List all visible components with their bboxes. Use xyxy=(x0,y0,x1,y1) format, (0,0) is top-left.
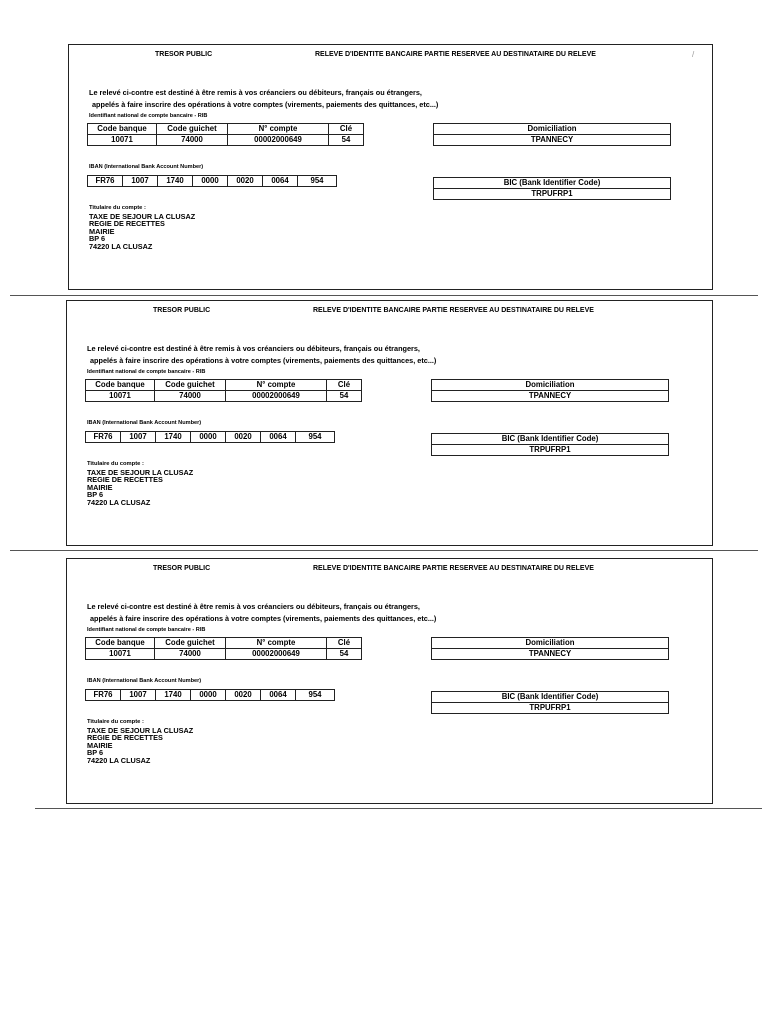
account-holder xyxy=(87,719,193,765)
rib-header-row xyxy=(86,638,362,649)
rib-value-row xyxy=(86,649,362,660)
iban-cell: FR76 xyxy=(86,690,121,701)
iban-table xyxy=(87,175,337,187)
holder-line: 74220 LA CLUSAZ xyxy=(87,755,151,765)
rib-value-cell: 54 xyxy=(327,391,362,402)
iban-cell: 1007 xyxy=(121,432,156,443)
domiciliation-box xyxy=(433,123,671,146)
holder-line: BP 6 xyxy=(87,490,104,500)
holder-line: BP 6 xyxy=(87,748,104,758)
iban-cell: FR76 xyxy=(86,432,121,443)
header-left: TRESOR PUBLIC xyxy=(153,307,211,314)
rib-value-cell: 74000 xyxy=(157,135,228,146)
rib-value-row xyxy=(86,391,362,402)
rib-header-row xyxy=(86,380,362,391)
cut-line xyxy=(10,550,758,551)
iban-cell: 1007 xyxy=(123,176,158,187)
iban-cell: 0020 xyxy=(228,176,263,187)
bic-box xyxy=(433,177,671,200)
iban-table xyxy=(85,689,335,701)
rib-caption: Identifiant national de compte bancaire - RIB xyxy=(89,113,208,119)
bic-value: TRPUFRP1 xyxy=(434,189,671,200)
iban-cell: 0020 xyxy=(226,432,261,443)
domiciliation-value: TPANNECY xyxy=(432,649,669,660)
rib-header-cell: N° compte xyxy=(226,638,327,649)
account-holder xyxy=(89,205,195,251)
rib-header-row xyxy=(88,124,364,135)
rib-value-cell: 54 xyxy=(327,649,362,660)
intro-line: Le relevé ci-contre est destiné à être remis à vos créanciers ou débiteurs, français ou étrangers, xyxy=(87,602,420,611)
rib-value-cell: 10071 xyxy=(86,391,155,402)
domiciliation-value: TPANNECY xyxy=(434,135,671,146)
rib-slip xyxy=(66,300,713,546)
intro-line: appelés à faire inscrire des opérations à votre comptes (virements, paiements des quittances, etc...) xyxy=(90,356,437,365)
iban-cell: 954 xyxy=(296,432,335,443)
iban-caption: IBAN (International Bank Account Number) xyxy=(89,164,204,170)
rib-header-cell: N° compte xyxy=(226,380,327,391)
iban-cell: 0000 xyxy=(191,690,226,701)
rib-caption: Identifiant national de compte bancaire - RIB xyxy=(87,627,206,633)
cut-line xyxy=(35,808,762,809)
bic-label: BIC (Bank Identifier Code) xyxy=(432,692,669,703)
iban-row xyxy=(86,432,335,443)
iban-cell: 954 xyxy=(296,690,335,701)
bic-label: BIC (Bank Identifier Code) xyxy=(432,434,669,445)
iban-cell: 1740 xyxy=(156,432,191,443)
iban-cell: 0000 xyxy=(193,176,228,187)
cut-line xyxy=(10,295,758,296)
rib-value-cell: 00002000649 xyxy=(228,135,329,146)
rib-header-cell: Code banque xyxy=(86,380,155,391)
domiciliation-value: TPANNECY xyxy=(432,391,669,402)
header-left: TRESOR PUBLIC xyxy=(155,51,213,58)
domiciliation-label: Domiciliation xyxy=(432,638,669,649)
holder-line: 74220 LA CLUSAZ xyxy=(87,497,151,507)
iban-cell: 1007 xyxy=(121,690,156,701)
rib-header-cell: Code guichet xyxy=(155,380,226,391)
rib-slip xyxy=(66,558,713,804)
iban-row xyxy=(88,176,337,187)
holder-line: TAXE DE SEJOUR LA CLUSAZ xyxy=(87,725,194,735)
iban-cell: 0064 xyxy=(261,690,296,701)
rib-table xyxy=(85,637,362,660)
holder-line: REGIE DE RECETTES xyxy=(89,219,165,229)
rib-header-cell: Code guichet xyxy=(155,638,226,649)
iban-cell: 0020 xyxy=(226,690,261,701)
iban-caption: IBAN (International Bank Account Number) xyxy=(87,420,202,426)
rib-value-cell: 74000 xyxy=(155,391,226,402)
holder-line: MAIRIE xyxy=(89,226,115,236)
rib-value-cell: 54 xyxy=(329,135,364,146)
iban-table xyxy=(85,431,335,443)
header-right: RELEVE D'IDENTITE BANCAIRE PARTIE RESERVEE AU DESTINATAIRE DU RELEVE xyxy=(313,307,594,314)
holder-line: TAXE DE SEJOUR LA CLUSAZ xyxy=(89,211,196,221)
intro-text xyxy=(87,343,436,367)
domiciliation-box xyxy=(431,379,669,402)
rib-slip xyxy=(68,44,713,290)
rib-value-cell: 10071 xyxy=(86,649,155,660)
iban-cell: 0000 xyxy=(191,432,226,443)
bic-box xyxy=(431,691,669,714)
intro-text xyxy=(89,87,438,111)
iban-row xyxy=(86,690,335,701)
holder-caption: Titulaire du compte : xyxy=(87,461,144,467)
holder-line: MAIRIE xyxy=(87,740,113,750)
iban-cell: 0064 xyxy=(261,432,296,443)
holder-line: TAXE DE SEJOUR LA CLUSAZ xyxy=(87,467,194,477)
iban-cell: 954 xyxy=(298,176,337,187)
holder-line: REGIE DE RECETTES xyxy=(87,475,163,485)
holder-caption: Titulaire du compte : xyxy=(89,205,146,211)
rib-value-cell: 10071 xyxy=(88,135,157,146)
header-right: RELEVE D'IDENTITE BANCAIRE PARTIE RESERVEE AU DESTINATAIRE DU RELEVE xyxy=(313,565,594,572)
intro-line: Le relevé ci-contre est destiné à être remis à vos créanciers ou débiteurs, français ou étrangers, xyxy=(87,344,420,353)
rib-table xyxy=(87,123,364,146)
rib-value-row xyxy=(88,135,364,146)
domiciliation-box xyxy=(431,637,669,660)
iban-cell: 1740 xyxy=(156,690,191,701)
domiciliation-label: Domiciliation xyxy=(432,380,669,391)
holder-line: REGIE DE RECETTES xyxy=(87,733,163,743)
rib-header-cell: Code guichet xyxy=(157,124,228,135)
iban-cell: 0064 xyxy=(263,176,298,187)
holder-caption: Titulaire du compte : xyxy=(87,719,144,725)
rib-header-cell: Clé xyxy=(327,380,362,391)
iban-cell: 1740 xyxy=(158,176,193,187)
rib-table xyxy=(85,379,362,402)
rib-value-cell: 74000 xyxy=(155,649,226,660)
intro-line: appelés à faire inscrire des opérations à votre comptes (virements, paiements des quittances, etc...) xyxy=(92,100,439,109)
header-right: RELEVE D'IDENTITE BANCAIRE PARTIE RESERVEE AU DESTINATAIRE DU RELEVE xyxy=(315,51,596,58)
rib-header-cell: Clé xyxy=(327,638,362,649)
rib-header-cell: N° compte xyxy=(228,124,329,135)
rib-header-cell: Code banque xyxy=(88,124,157,135)
iban-caption: IBAN (International Bank Account Number) xyxy=(87,678,202,684)
bic-label: BIC (Bank Identifier Code) xyxy=(434,178,671,189)
intro-line: appelés à faire inscrire des opérations à votre comptes (virements, paiements des quittances, etc...) xyxy=(90,614,437,623)
domiciliation-label: Domiciliation xyxy=(434,124,671,135)
rib-header-cell: Code banque xyxy=(86,638,155,649)
bic-box xyxy=(431,433,669,456)
rib-caption: Identifiant national de compte bancaire - RIB xyxy=(87,369,206,375)
rib-value-cell: 00002000649 xyxy=(226,649,327,660)
bic-value: TRPUFRP1 xyxy=(432,703,669,714)
rib-header-cell: Clé xyxy=(329,124,364,135)
iban-cell: FR76 xyxy=(88,176,123,187)
holder-line: BP 6 xyxy=(89,234,106,244)
intro-line: Le relevé ci-contre est destiné à être remis à vos créanciers ou débiteurs, français ou étrangers, xyxy=(89,88,422,97)
bic-value: TRPUFRP1 xyxy=(432,445,669,456)
account-holder xyxy=(87,461,193,507)
header-left: TRESOR PUBLIC xyxy=(153,565,211,572)
scan-mark-icon: / xyxy=(692,50,695,59)
intro-text xyxy=(87,601,436,625)
rib-value-cell: 00002000649 xyxy=(226,391,327,402)
holder-line: MAIRIE xyxy=(87,482,113,492)
holder-line: 74220 LA CLUSAZ xyxy=(89,241,153,251)
